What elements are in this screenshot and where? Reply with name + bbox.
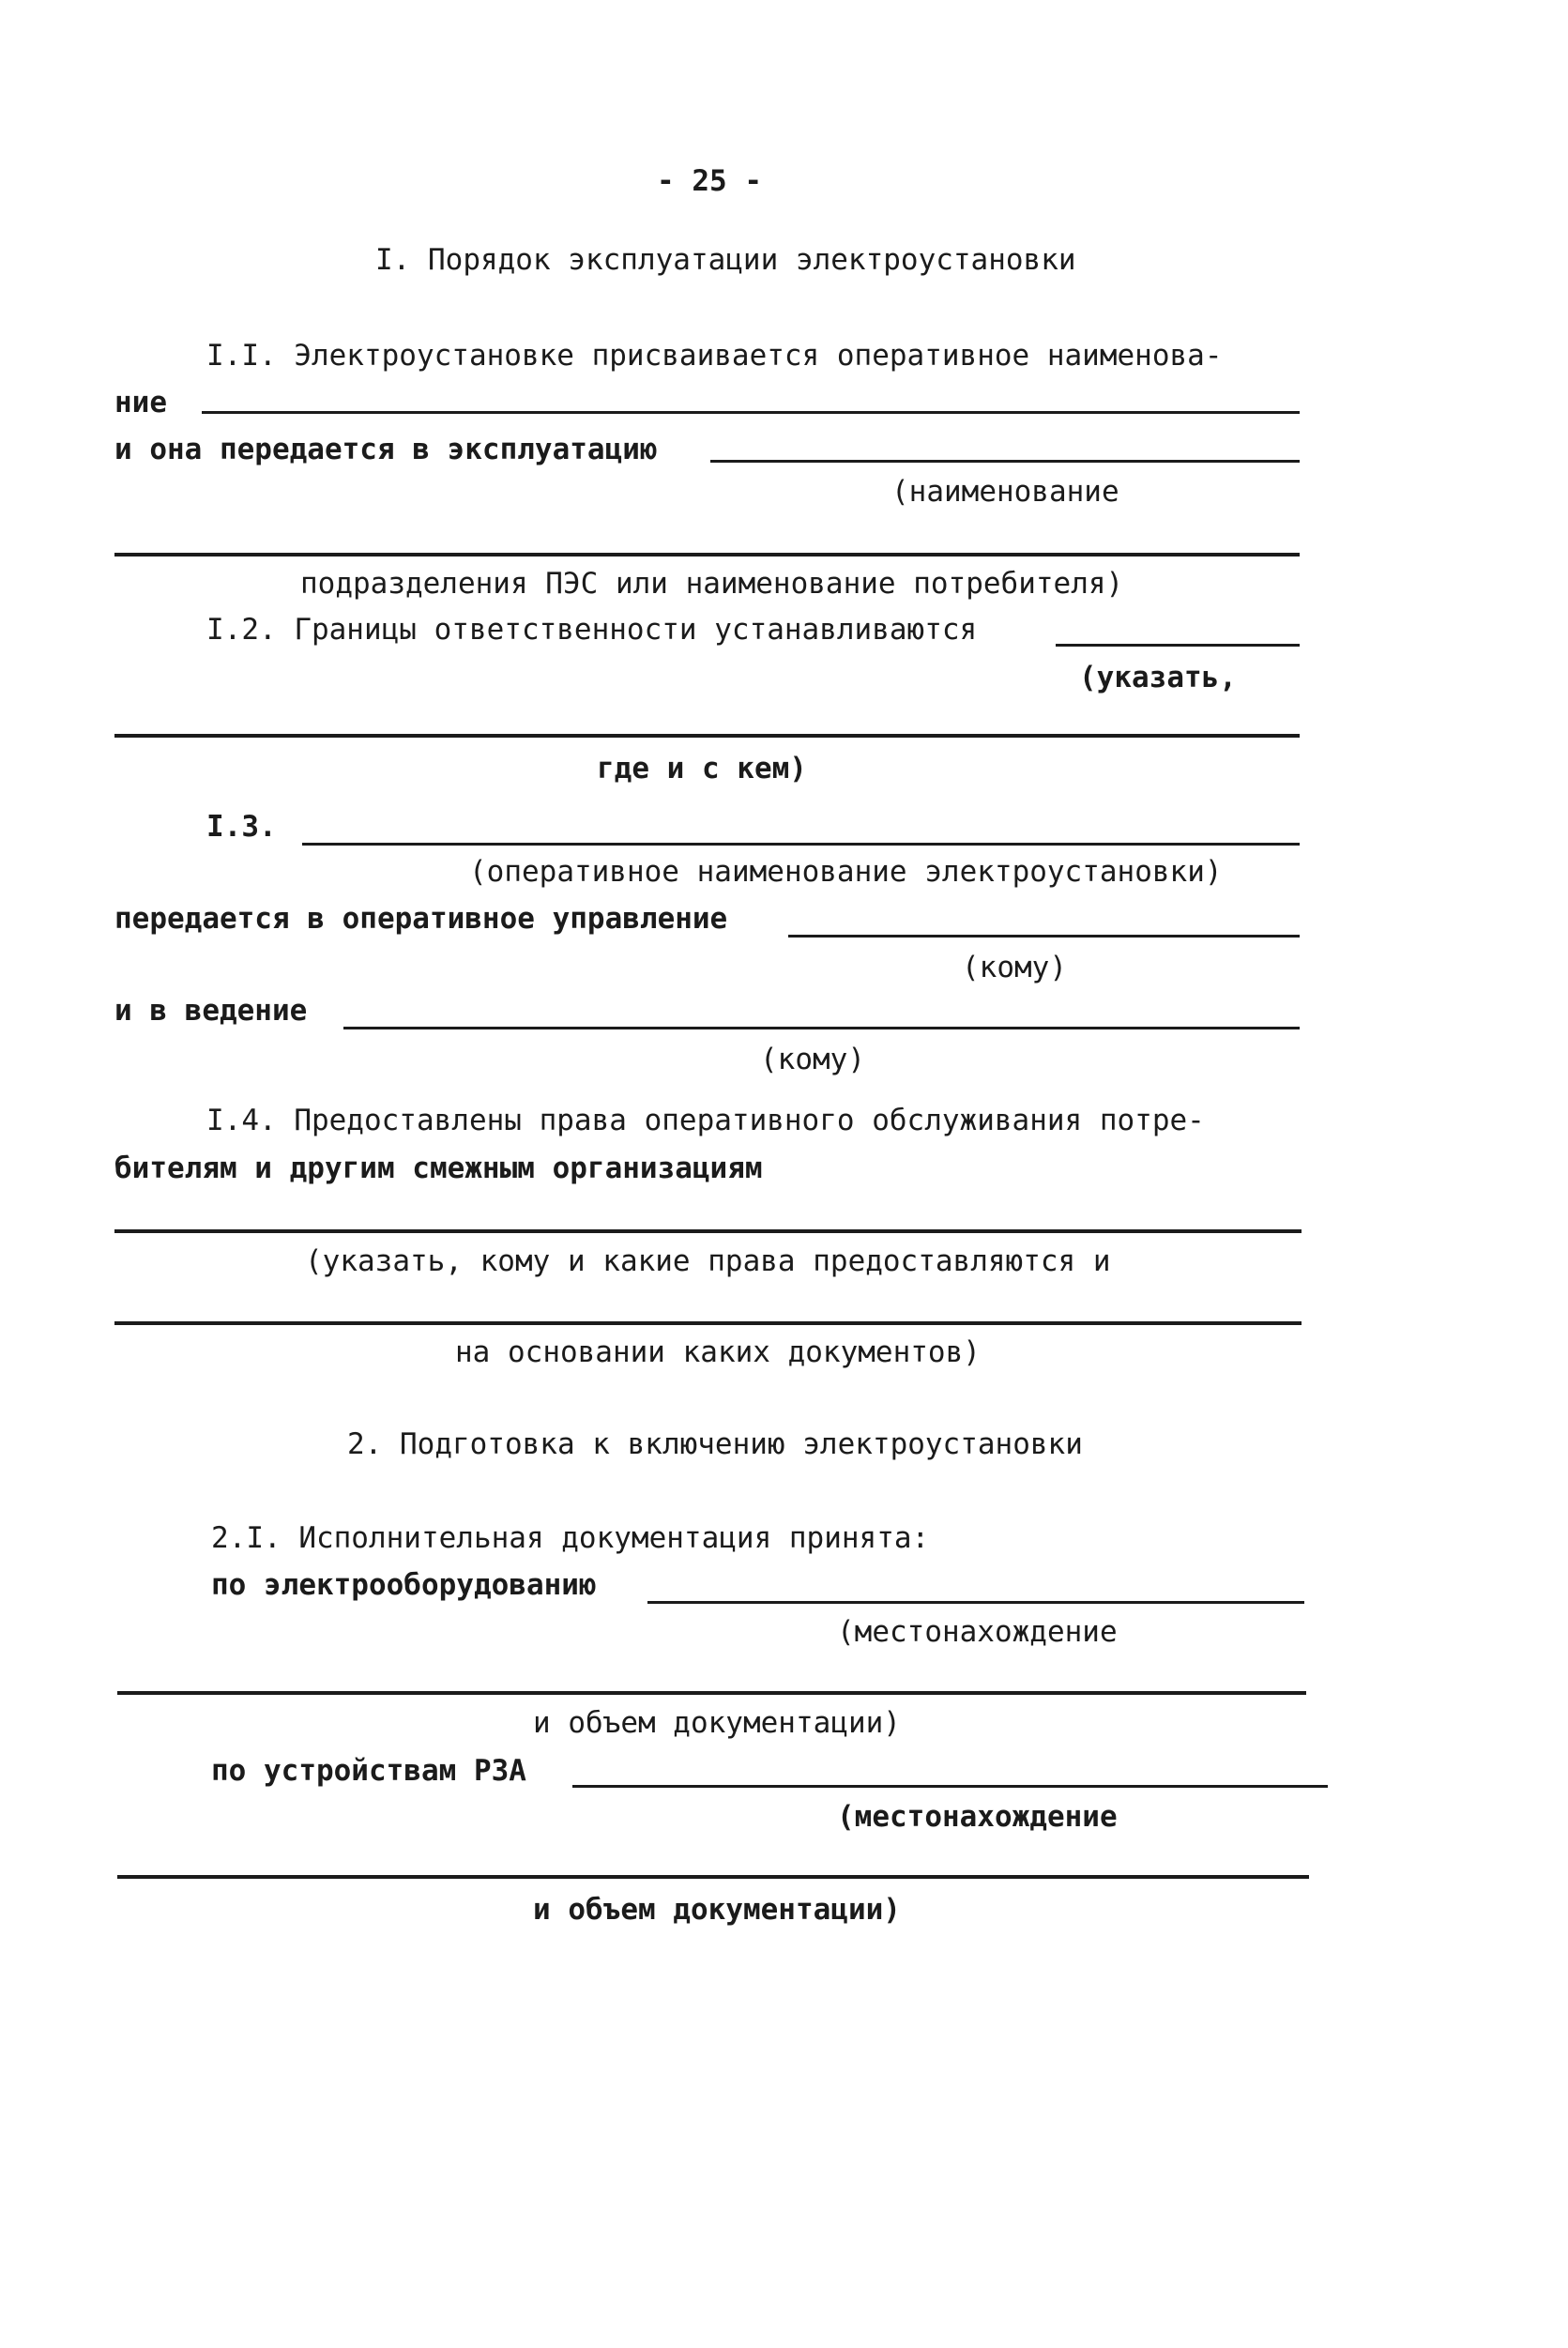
- hint-name: (наименование: [891, 475, 1119, 509]
- fill-line-rights[interactable]: [114, 1229, 1302, 1233]
- fill-line-equipment[interactable]: [647, 1601, 1304, 1604]
- fill-line-operative-name[interactable]: [302, 843, 1300, 846]
- hint-to-whom-1: (кому): [962, 951, 1067, 984]
- fill-line-jurisdiction[interactable]: [343, 1027, 1300, 1029]
- hint-operative-name: (оперативное наименование электроустановки): [469, 855, 1223, 889]
- clause-2-1-equipment-label: по электрооборудованию: [211, 1568, 597, 1602]
- section-1-heading: I. Порядок эксплуатации электроустановки: [375, 243, 1076, 277]
- hint-where-with-whom: где и с кем): [597, 752, 807, 785]
- clause-2-1-text: 2.I. Исполнительная документация принята:: [211, 1521, 930, 1555]
- fill-line-equipment-volume[interactable]: [117, 1691, 1306, 1695]
- fill-line-boundaries[interactable]: [1056, 644, 1300, 647]
- fill-line-rza-volume[interactable]: [117, 1875, 1309, 1879]
- clause-1-3-number: I.3.: [206, 810, 277, 844]
- hint-specify: (указать,: [1079, 661, 1237, 694]
- clause-1-3-jurisdiction-label: и в ведение: [114, 994, 308, 1028]
- hint-rights: (указать, кому и какие права предоставляются и: [305, 1244, 1111, 1278]
- clause-1-1-text: I.I. Электроустановке присваивается оперативное наименова-: [206, 339, 1223, 373]
- hint-volume-2: и объем документации): [533, 1893, 901, 1927]
- clause-1-4-continuation: бителям и другим смежным организациям: [114, 1151, 763, 1185]
- fill-line-where-with-whom[interactable]: [114, 734, 1300, 738]
- clause-1-3-management-label: передается в оперативное управление: [114, 902, 728, 936]
- fill-line-designation[interactable]: [202, 411, 1300, 414]
- fill-line-operation[interactable]: [710, 460, 1300, 463]
- hint-volume-1: и объем документации): [533, 1706, 901, 1740]
- clause-1-4-text: I.4. Предоставлены права оперативного обслуживания потре-: [206, 1104, 1205, 1137]
- clause-1-1-operation-label: и она передается в эксплуатацию: [114, 433, 658, 466]
- fill-line-subdivision[interactable]: [114, 553, 1300, 557]
- hint-subdivision: подразделения ПЭС или наименование потребителя): [300, 567, 1124, 601]
- fill-line-rza[interactable]: [572, 1785, 1328, 1788]
- hint-to-whom-2: (кому): [760, 1043, 865, 1076]
- hint-location-2: (местонахождение: [837, 1800, 1118, 1834]
- clause-1-1-continuation: ние: [114, 386, 167, 419]
- page-number: - 25 -: [657, 164, 762, 198]
- clause-2-1-rza-label: по устройствам РЗА: [211, 1754, 526, 1788]
- fill-line-management[interactable]: [788, 935, 1300, 938]
- clause-1-2-text: I.2. Границы ответственности устанавливаются: [206, 613, 978, 647]
- hint-documents: на основании каких документов): [455, 1335, 981, 1369]
- fill-line-documents[interactable]: [114, 1321, 1302, 1325]
- hint-location-1: (местонахождение: [837, 1615, 1118, 1649]
- section-2-heading: 2. Подготовка к включению электроустановки: [347, 1427, 1083, 1461]
